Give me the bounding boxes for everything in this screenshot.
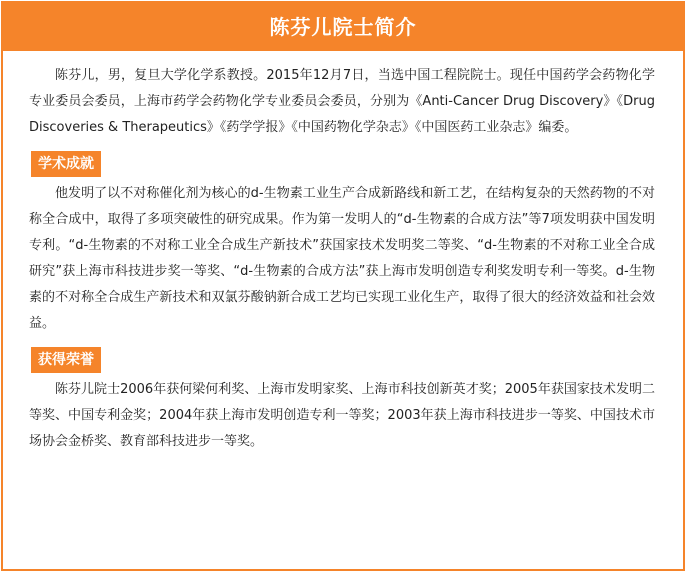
intro-paragraph: 陈芬儿，男，复旦大学化学系教授。2015年12月7日，当选中国工程院院士。现任中国药学会药物化学专业委员会委员，上海市药学会药物化学专业委员会委员，分别为《Anti-Cancer Drug Discovery》《Drug Discoveries & Therapeutics》《药学学报》《中国药物化学杂志》《中国医药工业杂志》编委。	[29, 68, 655, 135]
section-label-achievements: 学术成就	[31, 151, 101, 177]
section-label-honors: 获得荣誉	[31, 347, 101, 373]
content-body	[3, 51, 683, 455]
honors-paragraph: 陈芬儿院士2006年获何梁何利奖、上海市发明家奖、上海市科技创新英才奖；2005年获国家技术发明二等奖、中国专利金奖；2004年获上海市发明创造专利一等奖；2003年获上海市科技进步一等奖、中国技术市场协会金桥奖、教育部科技进步一等奖。	[29, 382, 655, 449]
page-title: 陈芬儿院士简介	[3, 3, 683, 51]
profile-card	[1, 1, 685, 571]
achievements-paragraph: 他发明了以不对称催化剂为核心的d-生物素工业生产合成新路线和新工艺，在结构复杂的天然药物的不对称全合成中，取得了多项突破性的研究成果。作为第一发明人的“d-生物素的合成方法”等7项发明获中国发明专利。“d-生物素的不对称工业全合成生产新技术”获国家技术发明奖二等奖、“d-生物素的不对称工业全合成研究”获上海市科技进步奖一等奖、“d-生物素的合成方法”获上海市发明创造专利奖发明专利一等奖。d-生物素的不对称全合成生产新技术和双氯芬酸钠新合成工艺均已实现工业化生产，取得了很大的经济效益和社会效益。	[29, 186, 655, 331]
